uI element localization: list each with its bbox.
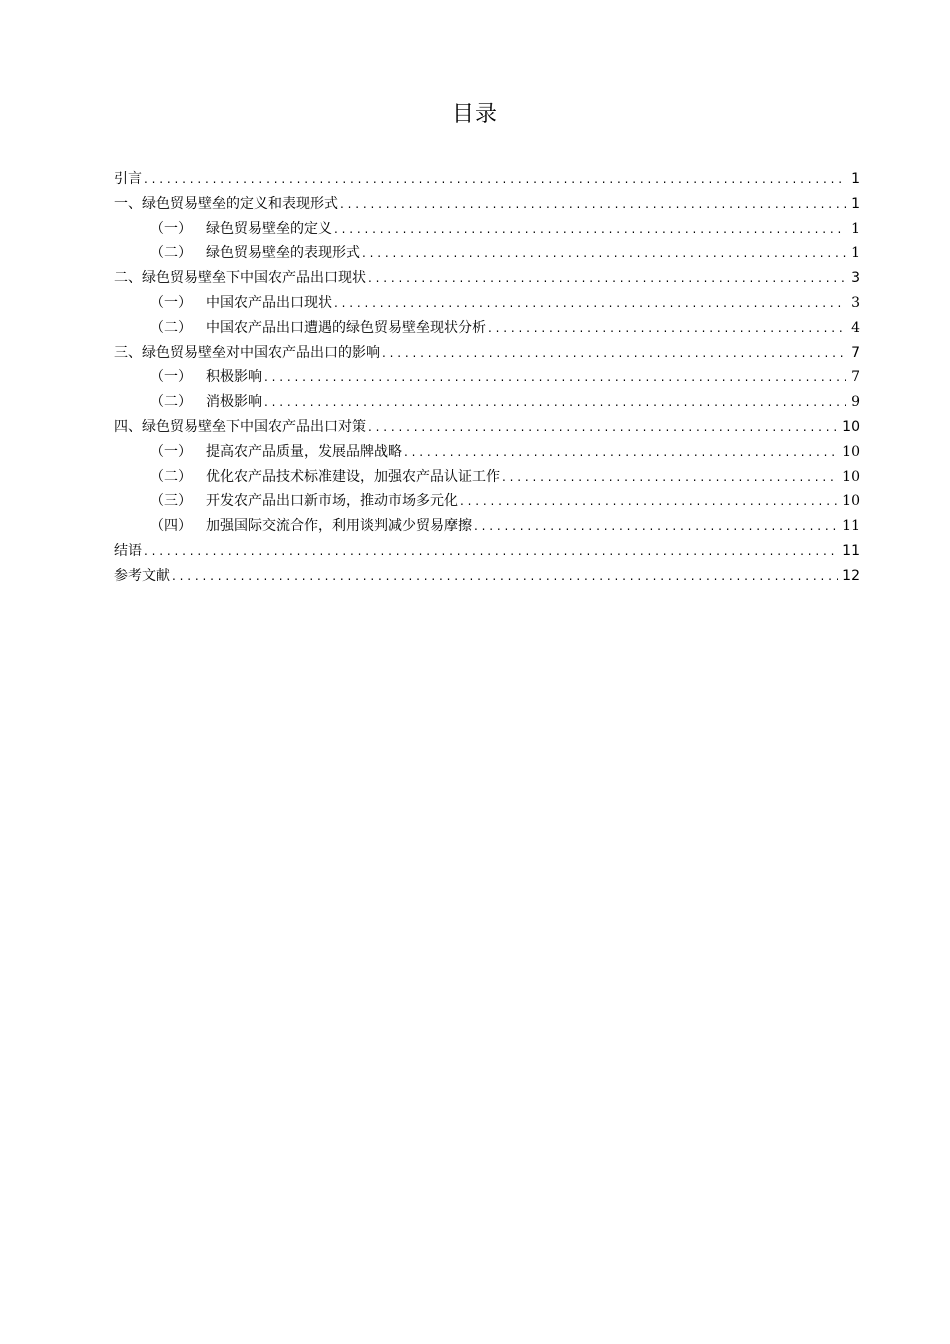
toc-entry-page-number: 11 <box>842 518 860 535</box>
toc-entry-page-number: 7 <box>851 369 860 386</box>
toc-entry-number: （二） <box>150 245 192 262</box>
toc-entry[interactable] <box>114 539 860 564</box>
toc-entry-title: 中国农产品出口遭遇的绿色贸易壁垒现状分析 <box>206 319 486 336</box>
toc-entry-title: 参考文献 <box>114 567 170 584</box>
toc-entry-page-number: 10 <box>842 418 860 435</box>
toc-entry-page-number: 12 <box>842 567 860 584</box>
toc-entry[interactable] <box>114 167 860 192</box>
toc-entry-title: 一、绿色贸易壁垒的定义和表现形式 <box>114 195 338 212</box>
toc-entry[interactable] <box>114 365 860 390</box>
dot-leader <box>144 539 838 564</box>
toc-entry-title: 优化农产品技术标准建设，加强农产品认证工作 <box>206 468 500 485</box>
dot-leader <box>368 415 838 440</box>
toc-entry-number: （一） <box>150 220 192 237</box>
toc-entry-page-number: 3 <box>851 270 860 287</box>
toc-entry-page-number: 1 <box>851 171 860 187</box>
toc-entry-title: 绿色贸易壁垒的表现形式 <box>206 245 360 262</box>
dot-leader <box>474 514 838 539</box>
toc-entry-title: 提高农产品质量，发展品牌战略 <box>206 443 402 460</box>
toc-entry-number: （三） <box>150 493 192 510</box>
toc-entry-number: （二） <box>150 394 192 411</box>
toc-entry[interactable] <box>114 341 860 366</box>
dot-leader <box>362 241 846 266</box>
page-title: 目录 <box>451 102 498 127</box>
dot-leader <box>264 390 846 415</box>
toc-entry[interactable] <box>114 564 860 589</box>
dot-leader <box>334 291 846 316</box>
toc-entry-page-number: 7 <box>851 344 860 361</box>
toc-entry-number: （一） <box>150 369 192 386</box>
toc-entry-title: 四、绿色贸易壁垒下中国农产品出口对策 <box>114 418 366 435</box>
toc-entry-title: 三、绿色贸易壁垒对中国农产品出口的影响 <box>114 344 380 361</box>
toc-entry-title: 二、绿色贸易壁垒下中国农产品出口现状 <box>114 270 366 287</box>
dot-leader <box>488 316 846 341</box>
toc-entry-page-number: 1 <box>851 195 860 212</box>
toc-entry-page-number: 3 <box>851 294 860 311</box>
toc-entry-number: （四） <box>150 518 192 535</box>
toc-entry[interactable] <box>114 192 860 217</box>
dot-leader <box>264 365 846 390</box>
toc-entry-number: （二） <box>150 319 192 336</box>
toc-entry[interactable] <box>114 266 860 291</box>
toc-entry[interactable] <box>114 489 860 514</box>
toc-entry-title: 引言 <box>114 171 142 187</box>
toc-entry-title: 消极影响 <box>206 394 262 411</box>
toc-entry-page-number: 10 <box>842 443 860 460</box>
dot-leader <box>172 564 838 589</box>
toc-entry-title: 积极影响 <box>206 369 262 386</box>
toc-entry-title: 开发农产品出口新市场，推动市场多元化 <box>206 493 458 510</box>
toc-entry[interactable] <box>114 514 860 539</box>
toc-entry-page-number: 1 <box>851 220 860 237</box>
toc-entry-page-number: 10 <box>842 468 860 485</box>
toc-entry-number: （一） <box>150 294 192 311</box>
dot-leader <box>404 440 838 465</box>
dot-leader <box>368 266 846 291</box>
toc-entry[interactable] <box>114 316 860 341</box>
dot-leader <box>334 217 846 242</box>
dot-leader <box>340 192 846 217</box>
toc-entry[interactable] <box>114 390 860 415</box>
toc-entry-page-number: 4 <box>851 319 860 336</box>
toc-entry-title: 中国农产品出口现状 <box>206 294 332 311</box>
toc-entry-page-number: 11 <box>842 542 860 559</box>
toc-entry[interactable] <box>114 415 860 440</box>
dot-leader <box>502 465 838 490</box>
toc-entry[interactable] <box>114 291 860 316</box>
toc-entry[interactable] <box>114 241 860 266</box>
toc-entry-title: 结语 <box>114 542 142 559</box>
toc-entry-page-number: 9 <box>851 394 860 411</box>
toc-entry[interactable] <box>114 440 860 465</box>
dot-leader <box>144 167 846 192</box>
toc-entry-page-number: 1 <box>851 245 860 262</box>
table-of-contents <box>114 167 860 589</box>
toc-entry-page-number: 10 <box>842 493 860 510</box>
toc-entry-title: 加强国际交流合作，利用谈判减少贸易摩擦 <box>206 518 472 535</box>
dot-leader <box>460 489 838 514</box>
toc-entry[interactable] <box>114 465 860 490</box>
toc-entry-number: （一） <box>150 443 192 460</box>
toc-entry[interactable] <box>114 217 860 242</box>
toc-entry-number: （二） <box>150 468 192 485</box>
dot-leader <box>382 341 846 366</box>
toc-entry-title: 绿色贸易壁垒的定义 <box>206 220 332 237</box>
